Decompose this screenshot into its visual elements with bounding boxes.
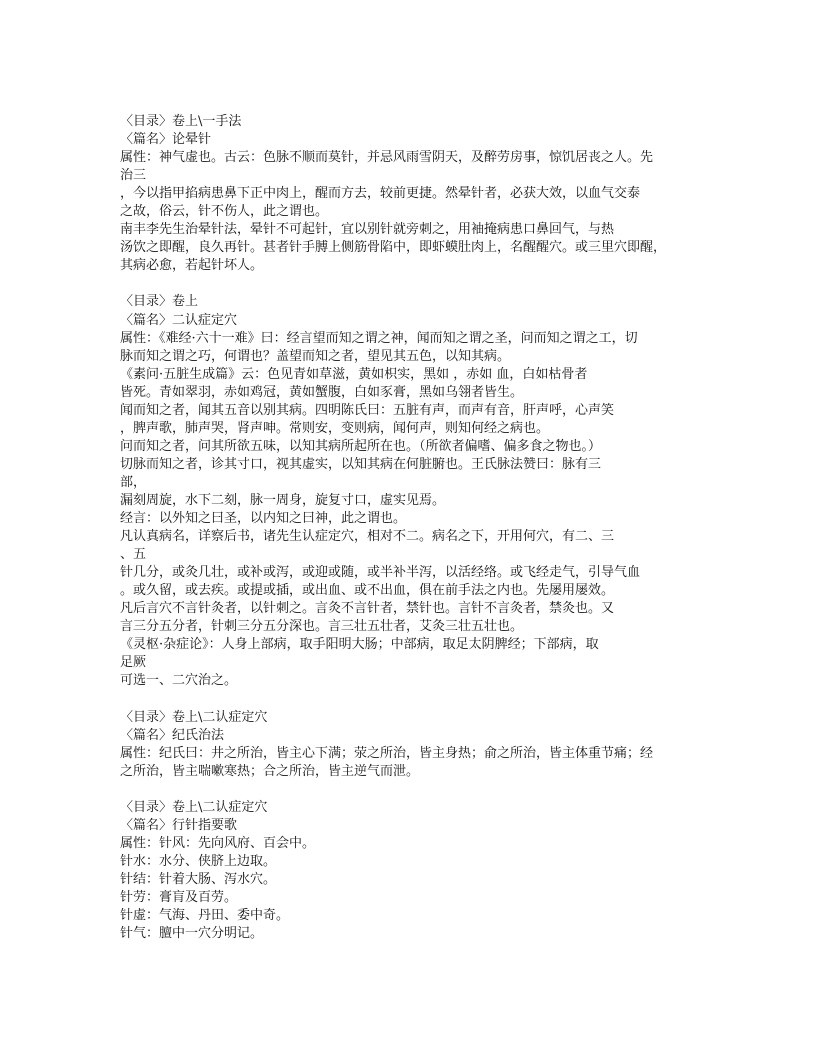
text-line: 之所治，皆主喘嗽寒热；合之所治，皆主逆气而泄。 — [120, 763, 420, 779]
text-line: 经言：以外知之曰圣，以内知之曰神，此之谓也。 — [120, 511, 407, 527]
section-gap — [120, 275, 698, 293]
text-section — [120, 799, 698, 943]
text-line: 汤饮之即醒，良久再针。甚者针手膊上侧筋骨陷中，即虾蟆肚肉上，名醒醒穴。或三里穴即醒， — [120, 240, 667, 256]
text-line: 脉而知之谓之巧，何谓也？盖望而知之者，望见其五色，以知其病。 — [120, 348, 511, 364]
text-line: 。或久留，或去疾。或提或插，或出血、或不出血，俱在前手法之内也。先屡用屡效。 — [120, 583, 615, 599]
text-line: 〈篇名〉行针指要歌 — [120, 817, 238, 833]
text-line: 针劳：膏肓及百劳。 — [120, 890, 238, 906]
text-line: 〈目录〉卷上 — [120, 294, 199, 310]
text-line: 针结：针着大肠、泻水穴。 — [120, 871, 277, 887]
text-line: 〈篇名〉论晕针 — [120, 132, 212, 148]
text-line: 南丰李先生治晕针法，晕针不可起针，宜以别针就旁刺之，用袖掩病患口鼻回气，与热 — [120, 222, 615, 238]
text-line: 言三分五分者，针刺三分五分深也。言三壮五壮者，艾灸三壮五壮也。 — [120, 619, 524, 635]
text-line: 〈目录〉卷上\一手法 — [120, 114, 242, 129]
text-line: 《素问·五脏生成篇》云：色见青如草滋，黄如枳实，黑如 ，赤如 血，白如枯骨者 — [120, 366, 588, 382]
text-line: 切脉而知之者，诊其寸口，视其虚实，以知其病在何脏腑也。王氏脉法赞曰：脉有三 — [120, 456, 602, 472]
text-line: 属性：针风：先向风府、百会中。 — [120, 835, 316, 851]
text-line: 漏刻周旋，水下二刻，脉一周身，旋复寸口，虚实见焉。 — [120, 492, 446, 508]
text-line: 〈篇名〉二认症定穴 — [120, 312, 238, 328]
text-line: 、五 — [120, 547, 147, 563]
text-line: 〈目录〉卷上\二认症定穴 — [120, 799, 268, 815]
text-line: 针几分，或灸几壮，或补或泻，或迎或随，或半补半泻，以活经络。或飞经走气，引导气血 — [120, 565, 641, 581]
text-line: 属性：《难经·六十一难》曰：经言望而知之谓之神，闻而知之谓之圣，问而知之谓之工，切 — [120, 330, 638, 346]
text-line: 足厥 — [120, 655, 147, 671]
text-line: 属性：纪氏曰：井之所治，皆主心下满；荥之所治，皆主身热；俞之所治，皆主体重节痛；经 — [120, 745, 654, 761]
text-line: 部， — [120, 474, 147, 490]
text-line: 之故，俗云，针不伤人，此之谓也。 — [120, 204, 329, 220]
section-gap — [120, 691, 698, 709]
text-section — [120, 113, 698, 275]
text-line: ，今以指甲掐病患鼻下正中肉上，醒而方去，较前更捷。然晕针者，必获大效，以血气交泰 — [120, 186, 641, 202]
text-line: 其病必愈，若起针坏人。 — [120, 258, 264, 274]
text-line: 凡后言穴不言针灸者，以针刺之。言灸不言针者，禁针也。言针不言灸者，禁灸也。又 — [120, 601, 615, 617]
text-line: 〈目录〉卷上\二认症定穴 — [120, 709, 268, 725]
text-line: 《灵枢·杂症论》：人身上部病，取手阳明大肠；中部病，取足太阴脾经；下部病，取 — [120, 637, 599, 653]
text-line: 可选一、二穴治之。 — [120, 673, 238, 689]
text-line: 针气：膻中一穴分明记。 — [120, 926, 264, 942]
text-line: 凡认真病名，详察后书，诸先生认症定穴，相对不二。病名之下，开用何穴，有二、三 — [120, 529, 615, 545]
text-section — [120, 293, 698, 690]
text-section — [120, 709, 698, 781]
text-line: 皆死。青如翠羽，赤如鸡冠，黄如蟹腹，白如豕膏，黑如乌翎者皆生。 — [120, 384, 524, 400]
text-line: 治三 — [120, 168, 147, 184]
section-gap — [120, 781, 698, 799]
text-line: 闻而知之者，闻其五音以别其病。四明陈氏曰：五脏有声，而声有音，肝声呼，心声笑 — [120, 402, 615, 418]
text-line: 属性：神气虚也。古云：色脉不顺而莫针，并忌风雨雪阴天，及醉劳房事，惊饥居丧之人。先 — [120, 150, 654, 166]
text-line: 问而知之者，问其所欲五味，以知其病所起所在也。（所欲者偏嗜、偏多食之物也。） — [120, 438, 602, 454]
text-line: 针虚：气海、丹田、委中奇。 — [120, 908, 290, 924]
text-line: 针水：水分、侠脐上边取。 — [120, 853, 277, 869]
text-line: ，脾声歌，肺声哭，肾声呻。常则安，变则病，闻何声，则知何经之病也。 — [120, 420, 550, 436]
text-line: 〈篇名〉纪氏治法 — [120, 727, 225, 743]
document-page — [120, 113, 698, 943]
